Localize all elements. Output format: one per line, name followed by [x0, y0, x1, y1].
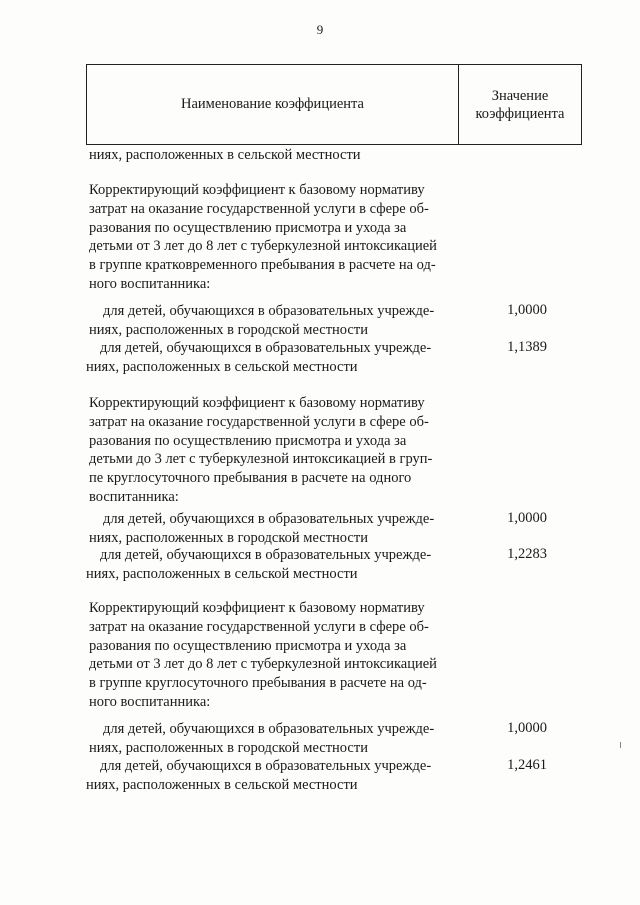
section-1-line: затрат на оказание государственной услуги в сфере об-	[89, 200, 429, 217]
item-text: ниях, расположенных в городской местности	[89, 739, 368, 756]
item-text: ниях, расположенных в городской местности	[89, 529, 368, 546]
coefficient-value: 1,2283	[507, 546, 547, 562]
section-2-item-1	[89, 510, 461, 548]
section-1-line: разования по осуществлению присмотра и ухода за	[89, 219, 407, 236]
section-3-line: затрат на оказание государственной услуги в сфере об-	[89, 618, 429, 635]
section-1-item-1	[89, 302, 461, 340]
section-1-line: детьми от 3 лет до 8 лет с туберкулезной интоксикацией	[89, 238, 437, 255]
page-number: 9	[316, 22, 324, 37]
coefficient-value: 1,0000	[507, 302, 547, 318]
section-3-line: Корректирующий коэффициент к базовому нормативу	[89, 600, 425, 616]
section-2-line: детьми до 3 лет с туберкулезной интоксикацией в груп-	[89, 451, 433, 468]
item-text: ниях, расположенных в сельской местности	[86, 565, 358, 582]
section-1-line: в группе кратковременного пребывания в расчете на од-	[89, 257, 436, 274]
section-2-line: Корректирующий коэффициент к базовому нормативу	[89, 395, 425, 411]
section-3-item-2	[86, 757, 458, 795]
item-text: ниях, расположенных в сельской местности	[86, 358, 358, 375]
section-2-line: разования по осуществлению присмотра и ухода за	[89, 432, 407, 449]
header-value-line1: Значение	[491, 87, 549, 104]
section-3-line: в группе круглосуточного пребывания в расчете на од-	[89, 675, 427, 692]
item-text: ниях, расположенных в сельской местности	[86, 776, 358, 793]
header-name-column: Наименование коэффициента	[87, 65, 459, 144]
item-text: ниях, расположенных в городской местности	[89, 321, 368, 338]
item-text: для детей, обучающихся в образовательных учрежде-	[103, 721, 435, 737]
section-2-line: пе круглосуточного пребывания в расчете на одного	[89, 470, 412, 487]
section-3-line: детьми от 3 лет до 8 лет с туберкулезной интоксикацией	[89, 656, 437, 673]
section-1-item-2	[86, 339, 458, 377]
item-text: для детей, обучающихся в образовательных учрежде-	[103, 511, 435, 527]
item-text: для детей, обучающихся в образовательных учрежде-	[100, 340, 432, 356]
section-1-line: ного воспитанника:	[89, 275, 211, 292]
coefficient-value: 1,2461	[507, 757, 547, 773]
section-2-line: воспитанника:	[89, 488, 179, 505]
item-text: для детей, обучающихся в образовательных учрежде-	[100, 758, 432, 774]
section-3-line: ного воспитанника:	[89, 693, 211, 710]
coefficient-value: 1,1389	[507, 339, 547, 355]
section-1-heading	[89, 181, 459, 294]
item-text: для детей, обучающихся в образовательных учрежде-	[100, 547, 432, 563]
section-2-heading	[89, 394, 459, 507]
section-3-line: разования по осуществлению присмотра и ухода за	[89, 637, 407, 654]
section-1-line: Корректирующий коэффициент к базовому нормативу	[89, 182, 425, 198]
coefficient-value: 1,0000	[507, 510, 547, 526]
continuation-text: ниях, расположенных в сельской местности	[89, 147, 361, 163]
item-text: для детей, обучающихся в образовательных учрежде-	[103, 303, 435, 319]
header-value-line2: коэффициента	[475, 105, 565, 122]
section-3-heading	[89, 599, 459, 712]
scan-artifact	[620, 742, 621, 748]
section-2-item-2	[86, 546, 458, 584]
section-3-item-1	[89, 720, 461, 758]
table-header	[86, 64, 582, 145]
header-value-column	[459, 65, 581, 144]
section-2-line: затрат на оказание государственной услуги в сфере об-	[89, 413, 429, 430]
coefficient-value: 1,0000	[507, 720, 547, 736]
